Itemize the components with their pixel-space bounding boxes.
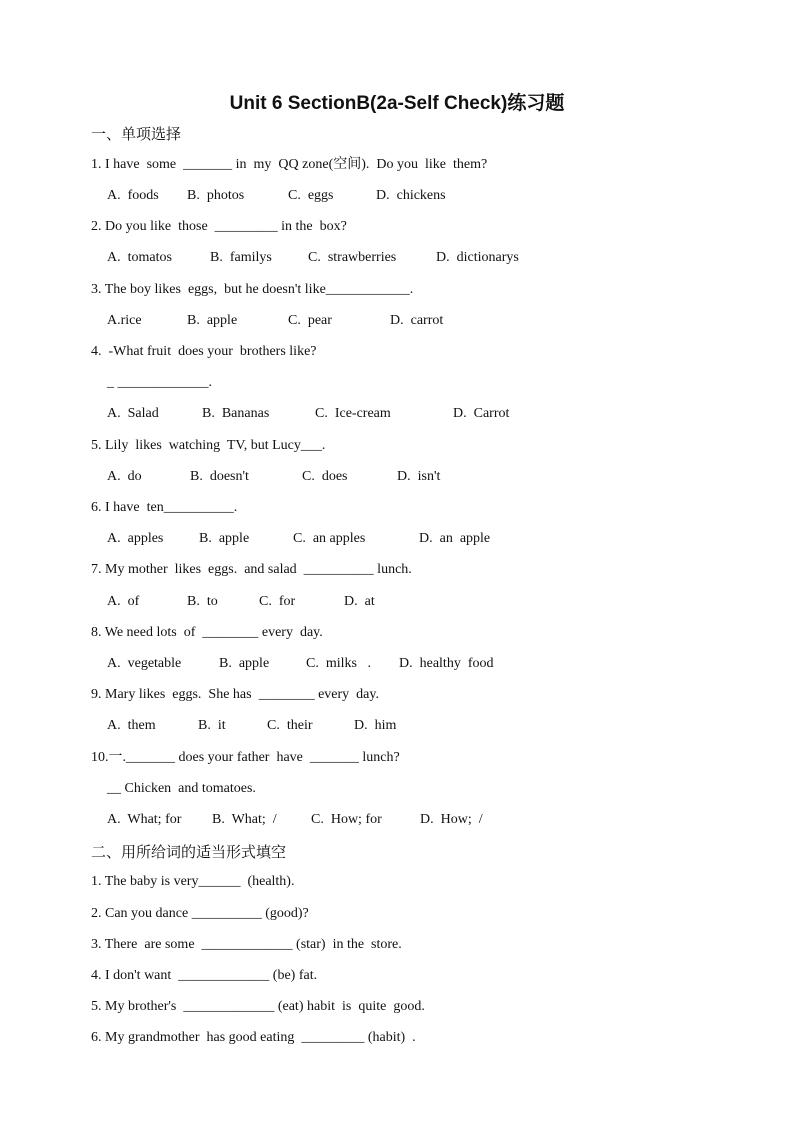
option-d: D. carrot [390,313,444,328]
option-b: B. doesn't [190,469,249,484]
question-stem-5: 5. Lily likes watching TV, but Lucy___. [91,438,326,453]
fill-item-4: 4. I don't want _____________ (be) fat. [91,968,318,983]
option-b: B. it [198,718,226,733]
option-a: A. vegetable [107,656,182,671]
option-b: B. apple [199,531,250,546]
option-d: D. an apple [419,531,491,546]
option-c: C. pear [288,313,332,328]
question-stem-1: 1. I have some _______ in my QQ zone(空间). Do you like them? [91,157,488,172]
option-c: C. for [259,594,296,609]
option-c: C. Ice-cream [315,406,391,421]
option-c: C. strawberries [308,250,397,265]
page-title: Unit 6 SectionB(2a-Self Check)练习题 [229,93,565,114]
question-stem-10: 10.一._______ does your father have _______ lunch? [91,750,400,765]
section-heading-multiple-choice: 一、单项选择 [91,125,182,143]
option-c: C. does [302,469,348,484]
option-b: B. apple [219,656,270,671]
option-b: B. What; / [212,812,277,827]
option-c: C. an apples [293,531,366,546]
option-a: A. What; for [107,812,182,827]
option-c: C. their [267,718,313,733]
option-b: B. apple [187,313,238,328]
question-stem-3: 3. The boy likes eggs, but he doesn't like____________. [91,282,414,297]
option-d: D. How; / [420,812,483,827]
option-d: D. dictionarys [436,250,519,265]
option-c: C. milks . [306,656,371,671]
question-stem-7: 7. My mother likes eggs. and salad __________ lunch. [91,562,412,577]
question-stem-4: 4. -What fruit does your brothers like? [91,344,317,359]
question-stem-8: 8. We need lots of ________ every day. [91,625,323,640]
option-a: A. do [107,469,142,484]
option-d: D. chickens [376,188,446,203]
question-stem-6: 6. I have ten__________. [91,500,238,515]
option-d: D. him [354,718,397,733]
question-stem-9: 9. Mary likes eggs. She has ________ every day. [91,687,379,702]
option-d: D. at [344,594,375,609]
option-b: B. photos [187,188,245,203]
option-a: A. of [107,594,140,609]
option-d: D. isn't [397,469,441,484]
option-c: C. eggs [288,188,334,203]
option-c: C. How; for [311,812,382,827]
option-a: A. apples [107,531,164,546]
option-a: A. tomatos [107,250,172,265]
option-b: B. familys [210,250,272,265]
option-a: A. them [107,718,156,733]
answer-line-4: _ _____________. [107,375,212,390]
option-b: B. to [187,594,218,609]
answer-line-10: __ Chicken and tomatoes. [107,781,256,796]
option-d: D. Carrot [453,406,510,421]
fill-item-1: 1. The baby is very______ (health). [91,874,295,889]
section-heading-fill-in: 二、用所给词的适当形式填空 [91,843,287,861]
option-d: D. healthy food [399,656,494,671]
fill-item-5: 5. My brother's _____________ (eat) habit is quite good. [91,999,425,1014]
fill-item-6: 6. My grandmother has good eating _________ (habit) . [91,1030,416,1045]
option-a: A. foods [107,188,159,203]
option-a: A. Salad [107,406,159,421]
question-stem-2: 2. Do you like those _________ in the box? [91,219,347,234]
option-b: B. Bananas [202,406,270,421]
option-a: A.rice [107,313,142,328]
fill-item-3: 3. There are some _____________ (star) in the store. [91,937,402,952]
fill-item-2: 2. Can you dance __________ (good)? [91,906,309,921]
